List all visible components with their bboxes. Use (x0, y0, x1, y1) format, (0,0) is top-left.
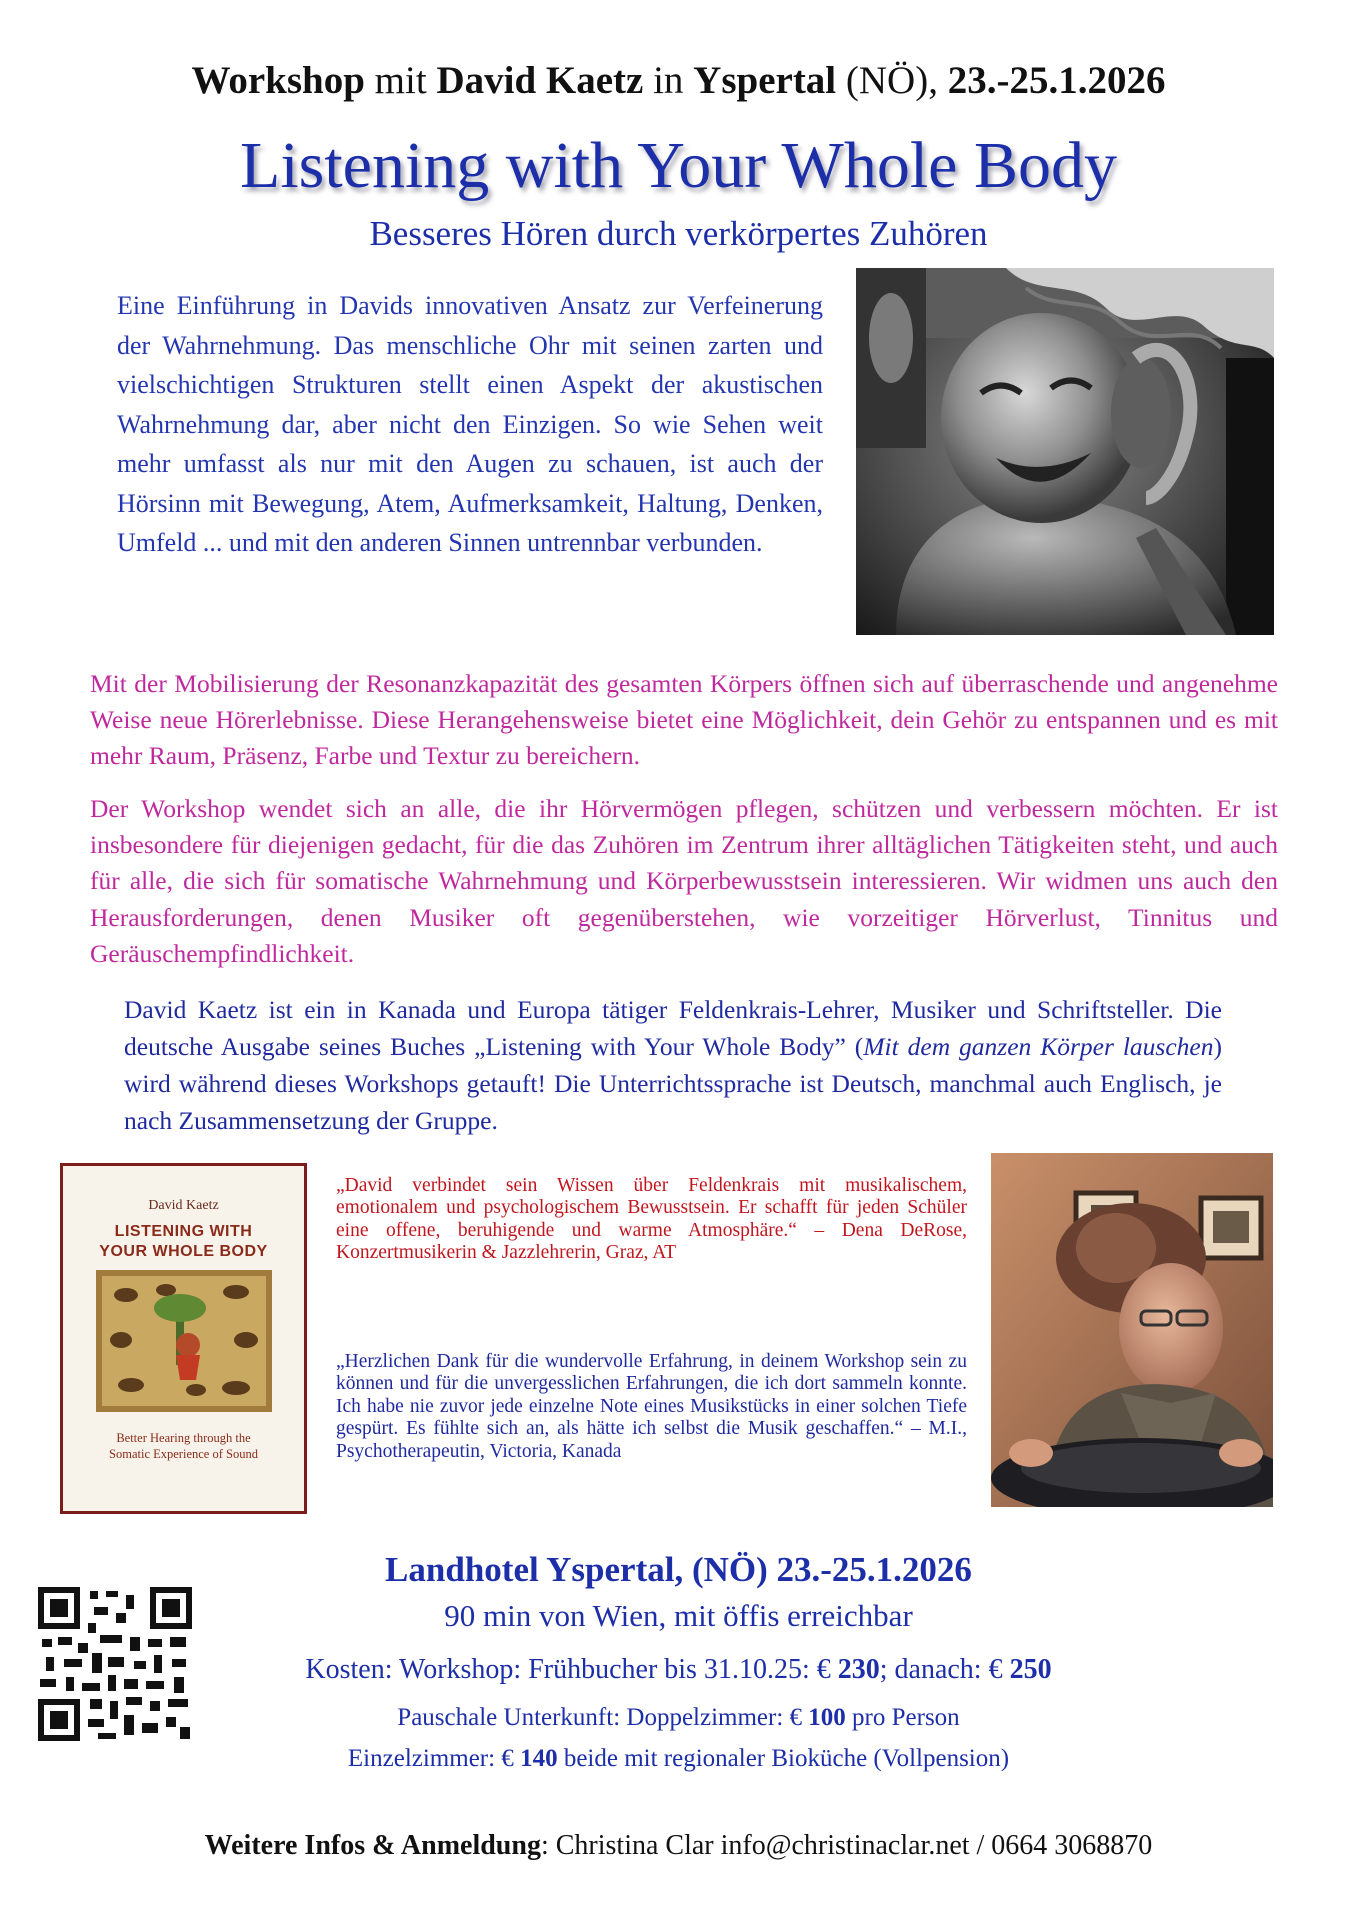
qr-code-icon[interactable] (38, 1587, 192, 1741)
quote-mi: „Herzlichen Dank für die wundervolle Erfahrung, in deinem Workshop sein zu können und für die unvergesslichen Erfahrungen, die ich dort sammeln konnte. Ich habe nie zuvor jede einzelne Note eines Musikstücks in einer solchen Tiefe gespürt. Es fühlte sich an, als hätte ich selbst die Musik geschaffen.“ – M.I., Psychotherapeutin, Victoria, Kanada (336, 1351, 967, 1462)
book-subtitle: Better Hearing through the Somatic Experience of Sound (109, 1431, 258, 1461)
mosaic-image (96, 1270, 272, 1412)
mobilisierung-paragraph: Mit der Mobilisierung der Resonanzkapazität des gesamten Körpers öffnen sich auf überraschende und angenehme Weise neue Hörerlebnisse. Diese Herangehensweise bietet eine Möglichkeit, dein Gehör zu entspannen und es mit mehr Raum, Präsenz, Farbe und Textur zu bereichern. (90, 669, 1278, 771)
workshop-paragraph: Der Workshop wendet sich an alle, die ihr Hörvermögen pflegen, schützen und verbessern möchten. Er ist insbesondere für diejenigen gedacht, für die das Zuhören im Zentrum ihrer alltäglichen Tätigkeiten steht, und auch für alle, die sich für somatische Wahrnehmung und Körperbewusstsein interessieren. Wir widmen uns auch den Herausforderungen, denen Musiker oft gegenüberstehen, wie vorzeitiger Hörverlust, Tinnitus und Geräuschempfindlichkeit. (90, 794, 1278, 968)
book-cover (60, 1163, 307, 1514)
footer-contact: Weitere Infos & Anmeldung: Christina Clar info@christinaclar.net / 0664 3068870 (204, 1830, 1153, 1861)
workshop-header: Workshop mit David Kaetz in Yspertal (NÖ), 23.-25.1.2026 (191, 59, 1166, 102)
bio-paragraph: David Kaetz ist ein in Kanada und Europa tätiger Feldenkrais-Lehrer, Musiker und Schriftsteller. Die deutsche Ausgabe seines Buches „Listening with Your Whole Body” (Mit dem ganzen Körper lauschen) wird während dieses Workshops getauft! Die Unterrichtssprache ist Deutsch, manchmal auch Englisch, je nach Zusammensetzung der Gruppe. (124, 995, 1222, 1135)
page-subtitle: Besseres Hören durch verkörpertes Zuhören (369, 214, 988, 253)
portrait-photo (991, 1153, 1273, 1507)
page-title: Listening with Your Whole Body (240, 129, 1117, 202)
venue-title: Landhotel Yspertal, (NÖ) 23.-25.1.2026 (385, 1550, 972, 1589)
workshop-price: Kosten: Workshop: Frühbucher bis 31.10.25: € 230; danach: € 250 (305, 1654, 1052, 1685)
venue-subtitle: 90 min von Wien, mit öffis erreichbar (444, 1598, 913, 1633)
accommodation-single: Einzelzimmer: € 140 beide mit regionaler Bioküche (Vollpension) (347, 1745, 1010, 1772)
book-title: LISTENING WITH YOUR WHOLE BODY (99, 1223, 268, 1260)
accommodation-double: Pauschale Unterkunft: Doppelzimmer: € 100 pro Person (397, 1704, 960, 1731)
buddha-photo (856, 268, 1274, 635)
intro-paragraph: Eine Einführung in Davids innovativen Ansatz zur Verfeinerung der Wahrnehmung. Das menschliche Ohr mit seinen zarten und vielschichtigen Strukturen stellt einen Aspekt der akustischen Wahrnehmung dar, aber nicht den Einzigen. So wie Sehen weit mehr umfasst als nur mit den Augen zu schauen, ist auch der Hörsinn mit Bewegung, Atem, Aufmerksamkeit, Haltung, Denken, Umfeld ... und mit den anderen Sinnen untrennbar verbunden. (117, 291, 823, 557)
book-author: David Kaetz (148, 1198, 219, 1213)
quote-dena-derose: „David verbindet sein Wissen über Feldenkrais mit musikalischem, emotionalem und psychologischem Bewusstsein. Er schafft für jeden Schüler eine offene, beruhigende und warme Atmosphäre.“ – Dena DeRose, Konzertmusikerin & Jazzlehrerin, Graz, AT (336, 1175, 967, 1264)
